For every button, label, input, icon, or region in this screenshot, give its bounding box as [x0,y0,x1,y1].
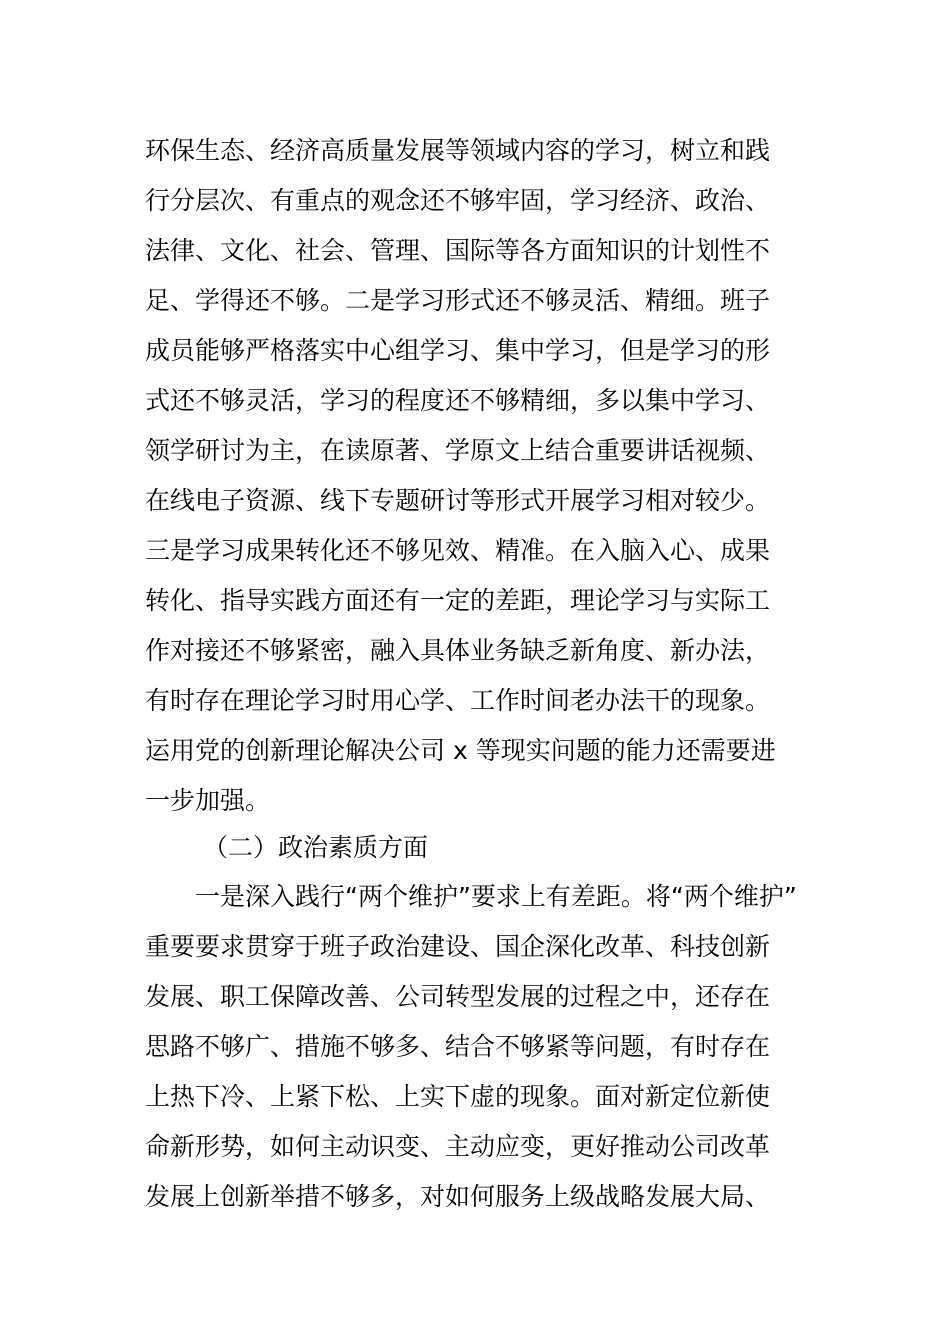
text-line: 一步加强。 [145,786,271,815]
text-line: 法律、文化、社会、管理、国际等各方面知识的计划性不 [145,236,771,265]
text-line: 行分层次、有重点的观念还不够牢固，学习经济、政治、 [145,186,771,215]
text-line: 转化、指导实践方面还有一定的差距，理论学习与实际工 [145,586,771,615]
text-line: 式还不够灵活，学习的程度还不够精细，多以集中学习、 [145,386,771,415]
text-line: 上热下冷、上紧下松、上实下虚的现象。面对新定位新使 [145,1082,771,1111]
section-heading: （二）政治素质方面 [203,833,429,862]
text-line: 在线电子资源、线下专题研讨等形式开展学习相对较少。 [145,486,771,515]
text-line: 成员能够严格落实中心组学习、集中学习，但是学习的形 [145,336,771,365]
text-line: 运用党的创新理论解决公司 x 等现实问题的能力还需要进 [145,736,776,765]
text-line: 足、学得还不够。二是学习形式还不够灵活、精细。班子 [145,286,771,315]
text-line: 一是深入践行“两个维护”要求上有差距。将“两个维护” [195,882,797,911]
text-line: 三是学习成果转化还不够见效、精准。在入脑入心、成果 [145,536,771,565]
text-line: 作对接还不够紧密，融入具体业务缺乏新角度、新办法， [145,636,771,665]
text-line: 发展上创新举措不够多，对如何服务上级战略发展大局、 [145,1182,771,1211]
text-line: 环保生态、经济高质量发展等领域内容的学习，树立和践 [145,136,771,165]
text-line: 领学研讨为主，在读原著、学原文上结合重要讲话视频、 [145,436,771,465]
text-line: 命新形势，如何主动识变、主动应变，更好推动公司改革 [145,1132,771,1161]
text-line: 发展、职工保障改善、公司转型发展的过程之中，还存在 [145,982,771,1011]
text-line: 重要要求贯穿于班子政治建设、国企深化改革、科技创新 [145,932,771,961]
text-line: 有时存在理论学习时用心学、工作时间老办法干的现象。 [145,686,771,715]
text-line: 思路不够广、措施不够多、结合不够紧等问题，有时存在 [145,1032,771,1061]
